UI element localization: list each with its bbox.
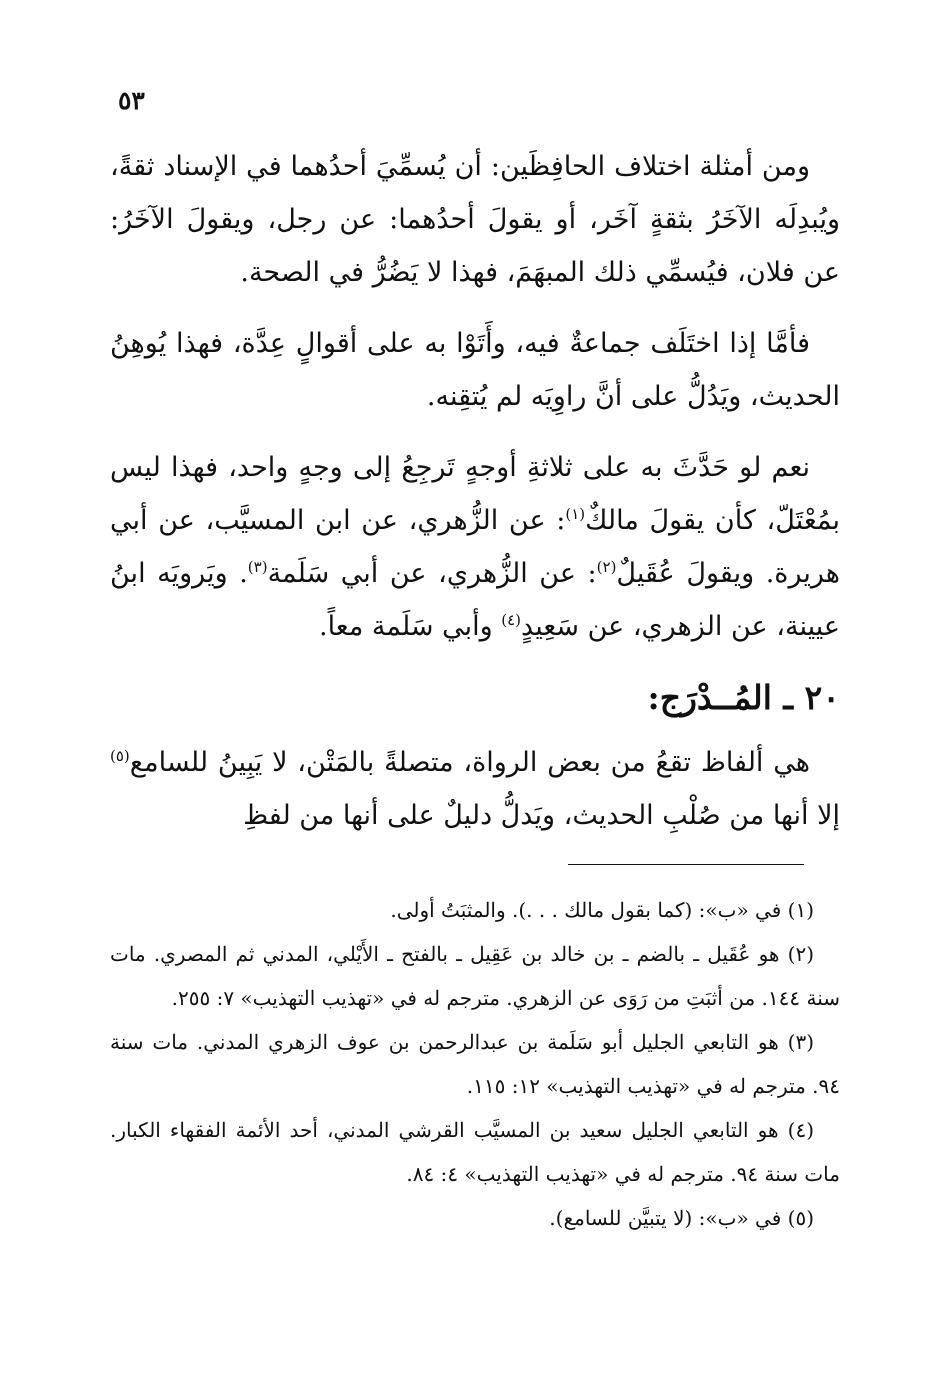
paragraph-1: ومن أمثلة اختلاف الحافِظَين: أن يُسمِّيَ أحدُهما في الإسناد ثقةً، ويُبدِلَه الآخَرُ بثقةٍ آخَر، أو يقولَ أحدُهما: عن رجل، ويقولَ الآخَرُ: عن فلان، فيُسمِّي ذلك المبهَمَ، فهذا لا يَضُرُّ في الصحة. xyxy=(110,151,840,288)
main-text-section-1 xyxy=(110,140,840,653)
footnote-ref-4: (٤) xyxy=(501,611,522,629)
footnote-ref-5: (٥) xyxy=(110,747,130,765)
paragraph-3-text-4: . ويَرويَه ابنُ عيينة، عن الزهري، عن سَعِيدٍ xyxy=(110,558,840,642)
paragraph-gap xyxy=(110,299,840,317)
paragraph-4-text-2: إلا أنها من صُلْبِ الحديث، ويَدلُّ دليلٌ على أنها من لفظِ xyxy=(243,800,840,831)
footnote-3: (٣) هو التابعي الجليل أبو سَلَمة بن عبدالرحمن بن عوف الزهري المدني. مات سنة ٩٤. مترجم له في «تهذيب التهذيب» ١٢: ١١٥. xyxy=(110,1030,840,1098)
footnote-5: (٥) في «ب»: (لا يتبيَّن للسامع). xyxy=(549,1206,814,1230)
footnote-separator xyxy=(568,864,804,865)
section-heading: ٢٠ ـ المُــدْرَج: xyxy=(647,678,840,717)
paragraph-3 xyxy=(110,441,840,653)
main-text-section-2 xyxy=(110,736,840,842)
footnote-2: (٢) هو عُقَيل ـ بالضم ـ بن خالد بن عَقِيل ـ بالفتح ـ الأَيْلي، المدني ثم المصري. مات سنة ١٤٤. من أثبَتِ من رَوَى عن الزهري. مترجم له في «تهذيب التهذيب» ٧: ٢٥٥. xyxy=(110,942,840,1010)
paragraph-3-text-3: : عن الزُّهري، عن أبي سَلَمة xyxy=(267,558,597,589)
footnote-4: (٤) هو التابعي الجليل سعيد بن المسيَّب القرشي المدني، أحد الأئمة الفقهاء الكبار. مات سنة ٩٤. مترجم له في «تهذيب التهذيب» ٤: ٨٤. xyxy=(110,1118,840,1186)
footnote-ref-1: (١) xyxy=(565,505,586,523)
paragraph-4-text-1: هي ألفاظ تقعُ من بعض الرواة، متصلةً بالمَتْن، لا يَبِينُ للسامع xyxy=(129,747,810,778)
footnotes xyxy=(110,888,840,1240)
footnote-1: (١) في «ب»: (كما بقول مالك . . .). والمثبَتُ أولى. xyxy=(390,898,814,922)
page-number: ٥٣ xyxy=(118,86,145,115)
paragraph-3-text-2: : عن الزُّهري، عن ابن المسيَّب، عن أبي هريرة. ويقولَ عُقَيلٌ xyxy=(110,505,840,589)
footnote-ref-3: (٣) xyxy=(247,558,268,576)
footnote-ref-2: (٢) xyxy=(596,558,617,576)
paragraph-gap xyxy=(110,423,840,441)
paragraph-4 xyxy=(110,736,840,842)
paragraph-2: فأمَّا إذا اختَلَف جماعةٌ فيه، وأَتَوْا به على أقوالٍ عِدَّة، فهذا يُوهِنُ الحديث، ويَدُلُّ على أنَّ راوِيَه لم يُتقِنه. xyxy=(110,328,840,412)
paragraph-3-text-1: نعم لو حَدَّثَ به على ثلاثةِ أوجهٍ تَرجِعُ إلى وجهٍ واحد، فهذا ليس بمُعْتَلّ، كأن يقولَ مالكٌ xyxy=(110,452,840,536)
paragraph-3-text-5: وأبي سَلَمة معاً. xyxy=(318,611,502,642)
